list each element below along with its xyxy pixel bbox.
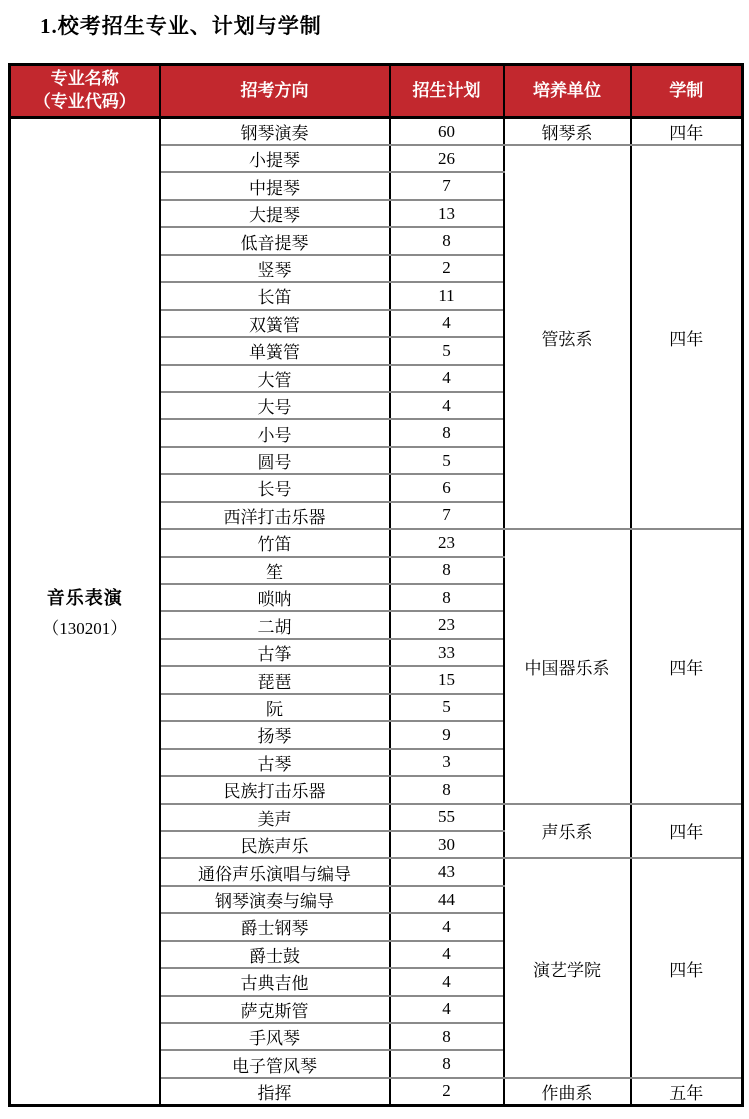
unit-cell: 钢琴系 <box>504 118 631 146</box>
direction-cell: 大管 <box>160 365 390 392</box>
plan-cell: 43 <box>390 858 504 885</box>
direction-cell: 竖琴 <box>160 255 390 282</box>
direction-cell: 美声 <box>160 804 390 831</box>
direction-cell: 大号 <box>160 392 390 419</box>
table-header <box>10 65 743 118</box>
plan-cell: 5 <box>390 337 504 364</box>
direction-cell: 指挥 <box>160 1078 390 1106</box>
plan-cell: 8 <box>390 1023 504 1050</box>
direction-cell: 电子管风琴 <box>160 1050 390 1077</box>
plan-cell: 23 <box>390 611 504 638</box>
duration-cell: 四年 <box>631 145 743 529</box>
header-plan: 招生计划 <box>390 65 504 118</box>
plan-cell: 4 <box>390 310 504 337</box>
direction-cell: 西洋打击乐器 <box>160 502 390 529</box>
direction-cell: 双簧管 <box>160 310 390 337</box>
plan-cell: 2 <box>390 1078 504 1106</box>
unit-cell: 中国器乐系 <box>504 529 631 803</box>
plan-cell: 8 <box>390 1050 504 1077</box>
header-unit: 培养单位 <box>504 65 631 118</box>
plan-cell: 7 <box>390 172 504 199</box>
plan-cell: 4 <box>390 365 504 392</box>
plan-cell: 8 <box>390 584 504 611</box>
direction-cell: 古筝 <box>160 639 390 666</box>
direction-cell: 笙 <box>160 557 390 584</box>
direction-cell: 竹笛 <box>160 529 390 556</box>
plan-cell: 4 <box>390 996 504 1023</box>
header-row <box>10 65 743 118</box>
plan-cell: 44 <box>390 886 504 913</box>
plan-cell: 55 <box>390 804 504 831</box>
direction-cell: 二胡 <box>160 611 390 638</box>
major-cell <box>10 118 160 1106</box>
header-major-name-line2: （专业代码） <box>33 92 136 111</box>
direction-cell: 扬琴 <box>160 721 390 748</box>
direction-cell: 通俗声乐演唱与编导 <box>160 858 390 885</box>
admission-plan-table <box>8 63 744 1107</box>
plan-cell: 11 <box>390 282 504 309</box>
direction-cell: 钢琴演奏 <box>160 118 390 146</box>
page-title: 1.校考招生专业、计划与学制 <box>40 14 322 38</box>
plan-cell: 15 <box>390 666 504 693</box>
direction-cell: 爵士钢琴 <box>160 913 390 940</box>
duration-cell: 五年 <box>631 1078 743 1106</box>
plan-cell: 23 <box>390 529 504 556</box>
direction-cell: 长笛 <box>160 282 390 309</box>
plan-cell: 7 <box>390 502 504 529</box>
direction-cell: 民族打击乐器 <box>160 776 390 803</box>
duration-cell: 四年 <box>631 118 743 146</box>
header-duration: 学制 <box>631 65 743 118</box>
direction-cell: 中提琴 <box>160 172 390 199</box>
plan-cell: 8 <box>390 227 504 254</box>
plan-cell: 13 <box>390 200 504 227</box>
table-body <box>10 118 743 1106</box>
direction-cell: 小提琴 <box>160 145 390 172</box>
header-direction: 招考方向 <box>160 65 390 118</box>
direction-cell: 单簧管 <box>160 337 390 364</box>
direction-cell: 圆号 <box>160 447 390 474</box>
direction-cell: 低音提琴 <box>160 227 390 254</box>
direction-cell: 古典吉他 <box>160 968 390 995</box>
unit-cell: 声乐系 <box>504 804 631 859</box>
direction-cell: 民族声乐 <box>160 831 390 858</box>
unit-cell: 管弦系 <box>504 145 631 529</box>
plan-cell: 4 <box>390 913 504 940</box>
direction-cell: 钢琴演奏与编导 <box>160 886 390 913</box>
direction-cell: 古琴 <box>160 749 390 776</box>
direction-cell: 大提琴 <box>160 200 390 227</box>
direction-cell: 手风琴 <box>160 1023 390 1050</box>
direction-cell: 阮 <box>160 694 390 721</box>
duration-cell: 四年 <box>631 804 743 859</box>
direction-cell: 小号 <box>160 419 390 446</box>
plan-cell: 60 <box>390 118 504 146</box>
header-major-name <box>10 65 160 118</box>
plan-cell: 8 <box>390 557 504 584</box>
unit-cell: 演艺学院 <box>504 858 631 1078</box>
plan-cell: 5 <box>390 694 504 721</box>
direction-cell: 长号 <box>160 474 390 501</box>
unit-cell: 作曲系 <box>504 1078 631 1106</box>
direction-cell: 萨克斯管 <box>160 996 390 1023</box>
direction-cell: 琵琶 <box>160 666 390 693</box>
direction-cell: 唢呐 <box>160 584 390 611</box>
plan-cell: 26 <box>390 145 504 172</box>
plan-cell: 5 <box>390 447 504 474</box>
plan-cell: 4 <box>390 392 504 419</box>
plan-cell: 4 <box>390 941 504 968</box>
plan-cell: 9 <box>390 721 504 748</box>
plan-cell: 2 <box>390 255 504 282</box>
plan-cell: 8 <box>390 776 504 803</box>
plan-cell: 8 <box>390 419 504 446</box>
direction-cell: 爵士鼓 <box>160 941 390 968</box>
plan-cell: 6 <box>390 474 504 501</box>
duration-cell: 四年 <box>631 858 743 1078</box>
table-row <box>10 118 743 146</box>
header-major-name-line1: 专业名称 <box>50 69 119 89</box>
duration-cell: 四年 <box>631 529 743 803</box>
plan-cell: 33 <box>390 639 504 666</box>
major-name: 音乐表演 <box>46 587 123 608</box>
plan-cell: 4 <box>390 968 504 995</box>
plan-cell: 3 <box>390 749 504 776</box>
major-code: （130201） <box>42 618 128 638</box>
plan-cell: 30 <box>390 831 504 858</box>
